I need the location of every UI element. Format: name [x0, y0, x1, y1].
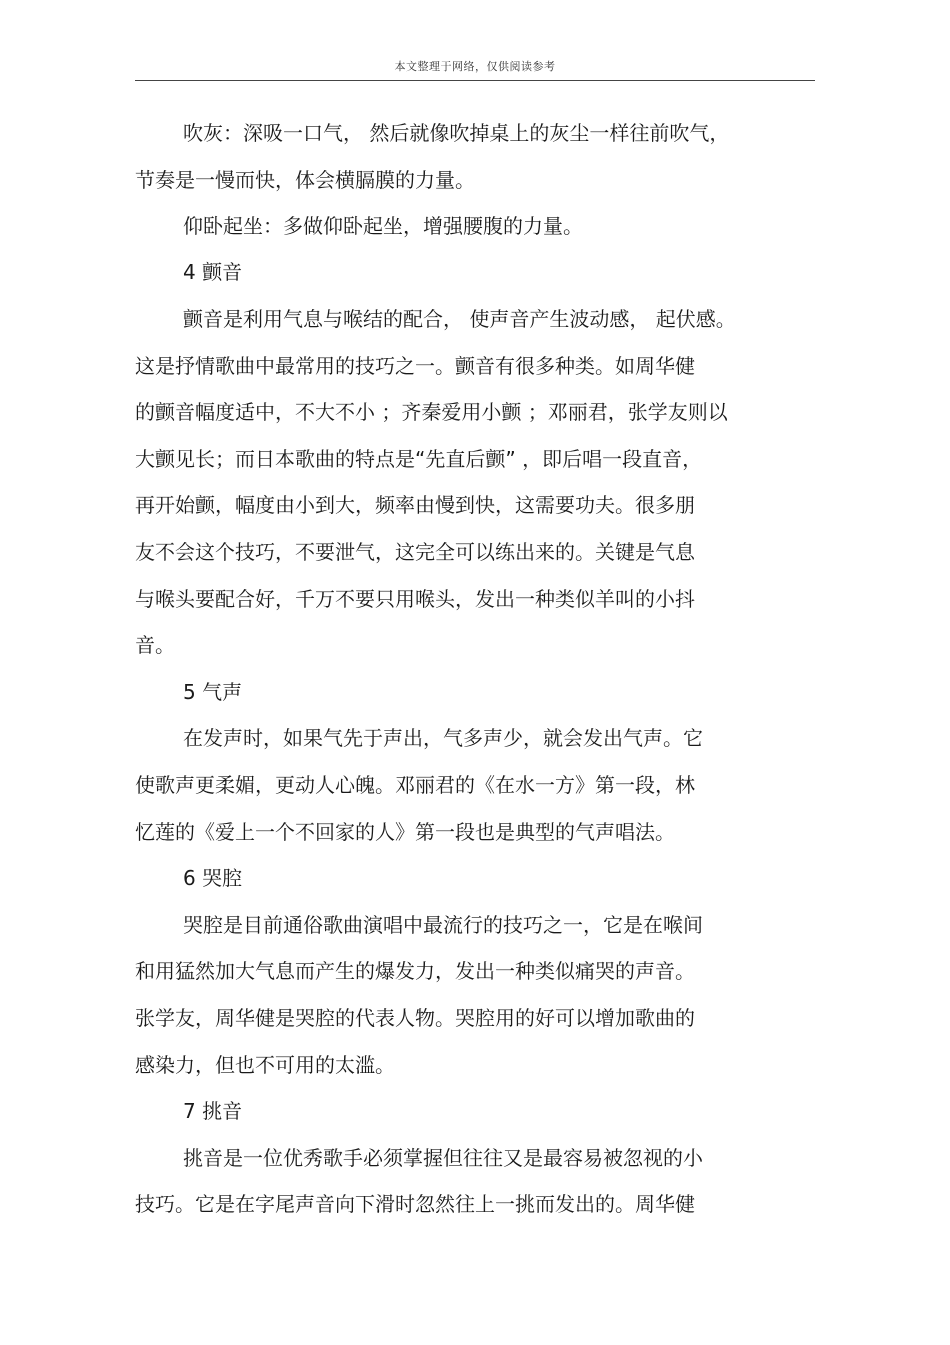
section-heading: 6 哭腔 — [183, 866, 243, 890]
body-line: 哭腔是目前通俗歌曲演唱中最流行的技巧之一，它是在喉间 — [183, 913, 703, 937]
body-line: 和用猛然加大气息而产生的爆发力，发出一种类似痛哭的声音。 — [135, 959, 695, 983]
body-line: 感染力，但也不可用的太滥。 — [135, 1053, 395, 1077]
body-line: 忆莲的《爱上一个不回家的人》第一段也是典型的气声唱法。 — [135, 820, 675, 844]
body-line: 这是抒情歌曲中最常用的技巧之一。颤音有很多种类。如周华健 — [135, 354, 695, 378]
body-line: 与喉头要配合好，千万不要只用喉头，发出一种类似羊叫的小抖 — [135, 587, 695, 611]
body-line: 音。 — [135, 633, 175, 657]
body-line: 的颤音幅度适中，不大不小 ；齐秦爱用小颤 ；邓丽君，张学友则以 — [135, 400, 728, 424]
body-line: 在发声时，如果气先于声出，气多声少，就会发出气声。它 — [183, 726, 703, 750]
body-line: 大颤见长；而日本歌曲的特点是“先直后颤” ，即后唱一段直音， — [135, 447, 703, 471]
section-heading: 5 气声 — [183, 680, 243, 704]
header-divider — [135, 80, 815, 81]
section-heading: 4 颤音 — [183, 260, 243, 284]
body-line: 使歌声更柔媚，更动人心魄。邓丽君的《在水一方》第一段，林 — [135, 773, 695, 797]
body-line: 吹灰：深吸一口气， 然后就像吹掉桌上的灰尘一样往前吹气， — [183, 121, 730, 145]
body-line: 张学友，周华健是哭腔的代表人物。哭腔用的好可以增加歌曲的 — [135, 1006, 695, 1030]
body-line: 仰卧起坐：多做仰卧起坐，增强腰腹的力量。 — [183, 214, 583, 238]
body-line: 颤音是利用气息与喉结的配合， 使声音产生波动感， 起伏感。 — [183, 307, 736, 331]
body-line: 再开始颤，幅度由小到大，频率由慢到快，这需要功夫。很多朋 — [135, 493, 695, 517]
body-line: 技巧。它是在字尾声音向下滑时忽然往上一挑而发出的。周华健 — [135, 1192, 695, 1216]
body-line: 节奏是一慢而快，体会横膈膜的力量。 — [135, 168, 475, 192]
body-line: 友不会这个技巧，不要泄气，这完全可以练出来的。关键是气息 — [135, 540, 695, 564]
body-line: 挑音是一位优秀歌手必须掌握但往往又是最容易被忽视的小 — [183, 1146, 703, 1170]
page-header: 本文整理于网络，仅供阅读参考 — [394, 60, 556, 73]
section-heading: 7 挑音 — [183, 1099, 243, 1123]
